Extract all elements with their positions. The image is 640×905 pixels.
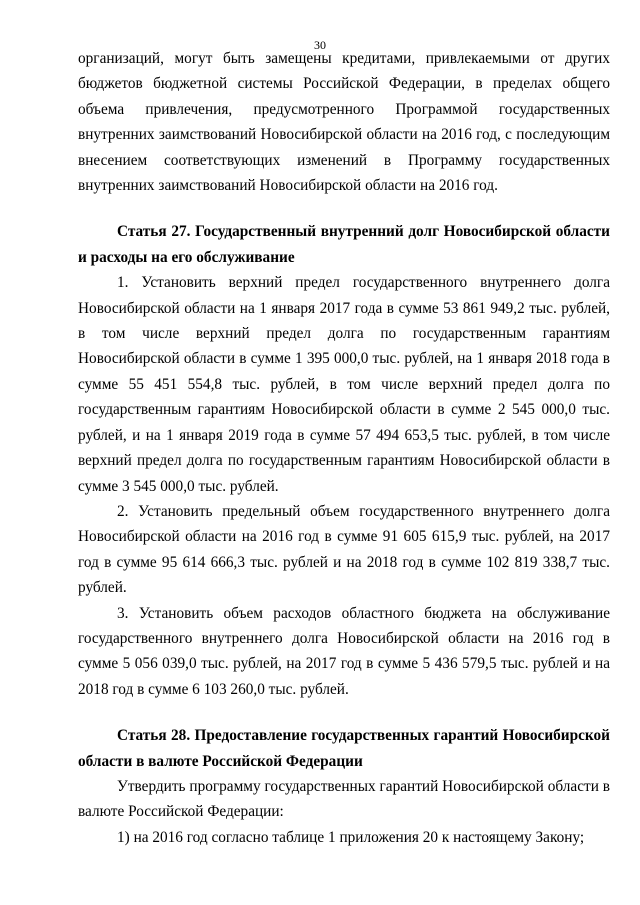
page-number: 30	[314, 38, 326, 52]
article-title: Статья 27. Государственный внутренний долг Новосибирской области и расходы на его обслуживание	[78, 223, 610, 266]
article-paragraph: 1. Установить верхний предел государственного внутреннего долга Новосибирской области на 1 января 2017 года в сумме 53 861 949,2 тыс. рублей, в том числе верхний предел долга по государственным гарантиям Новосибирской области в сумме 1 395 000,0 тыс. рублей, на 1 января 2018 года в сумме 55 451 554,8 тыс. рублей, в том числе верхний предел долга по государственным гарантиям Новосибирской области в сумме 2 545 000,0 тыс. рублей, и на 1 января 2019 года в сумме 57 494 653,5 тыс. рублей, в том числе верхний предел долга по государственным гарантиям Новосибирской области в сумме 3 545 000,0 тыс. рублей.	[78, 274, 610, 495]
paragraph-continuation: организаций, могут быть замещены кредитами, привлекаемыми от других бюджетов бюджетной системы Российской Федерации, в пределах общего объема привлечения, предусмотренного Программой государственных внутренних заимствований Новосибирской области на 2016 год, с последующим внесением соответствующих изменений в Программу государственных внутренних заимствований Новосибирской области на 2016 год.	[78, 50, 610, 195]
article-paragraph: 3. Установить объем расходов областного бюджета на обслуживание государственного внутреннего долга Новосибирской области на 2016 год в сумме 5 056 039,0 тыс. рублей, на 2017 год в сумме 5 436 579,5 тыс. рублей и на 2018 год в сумме 6 103 260,0 тыс. рублей.	[78, 604, 610, 698]
article-paragraph: Утвердить программу государственных гарантий Новосибирской области в валюте Российской Федерации:	[78, 777, 610, 821]
article-27	[78, 219, 610, 702]
article-28	[78, 723, 610, 850]
document-body	[78, 46, 610, 850]
article-title: Статья 28. Предоставление государственных гарантий Новосибирской области в валюте Российской Федерации	[78, 727, 610, 770]
article-paragraph: 2. Установить предельный объем государственного внутреннего долга Новосибирской области на 2016 год в сумме 91 605 615,9 тыс. рублей, на 2017 год в сумме 95 614 666,3 тыс. рублей и на 2018 год в сумме 102 819 338,7 тыс. рублей.	[78, 502, 610, 597]
article-paragraph: 1) на 2016 год согласно таблице 1 приложения 20 к настоящему Закону;	[117, 828, 585, 846]
